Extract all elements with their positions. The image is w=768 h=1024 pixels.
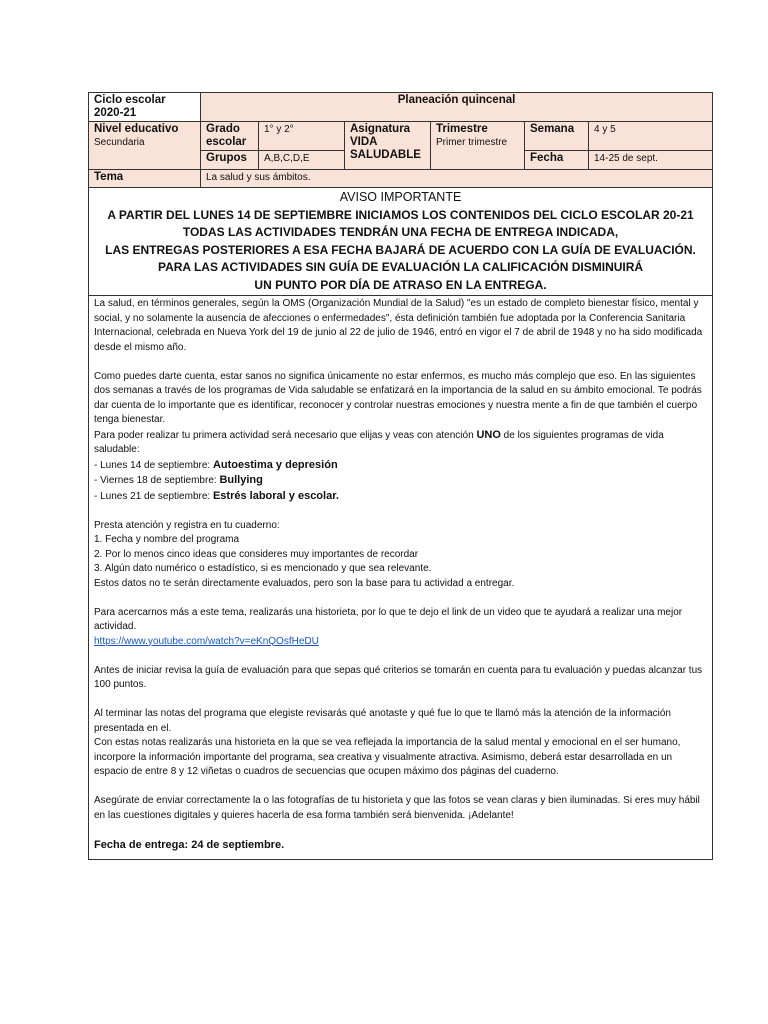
semana-label: Semana <box>525 122 589 151</box>
guide-paragraph: Antes de iniciar revisa la guía de evaluación para que sepas qué criterios se tomarán en cuenta para tu evaluación y puedas alcanzar tus 100 puntos. <box>94 664 703 690</box>
program-date: - Lunes 21 de septiembre: <box>94 490 213 502</box>
program-title: Bullying <box>219 474 263 486</box>
activity-content <box>89 296 713 860</box>
ciclo-cell <box>89 93 201 122</box>
choose-uno: UNO <box>476 428 501 441</box>
video-text: Para acercarnos más a este tema, realizarás una historieta, por lo que te dejo el link de un video que te ayudará a realizar una mejor actividad. <box>94 606 683 632</box>
trimestre-value: Primer trimestre <box>436 137 508 148</box>
historieta-paragraph: Con estas notas realizarás una historieta en la que se vea reflejada la importancia de la salud mental y emocional en el ser humano, incorpore la información importante del programa, sea creativa y visualmente atractiva. Asimismo, deberá estar desarrollada en un espacio de entre 8 y 12 viñetas o cuadros de secuencias que ocupen máximo dos páginas del cuaderno. <box>94 737 681 777</box>
program-title: Estrés laboral y escolar. <box>212 489 339 502</box>
due-date: Fecha de entrega: 24 de septiembre. <box>94 838 285 851</box>
notice-line: A PARTIR DEL LUNES 14 DE SEPTIEMBRE INICIAMOS LOS CONTENIDOS DEL CICLO ESCOLAR 20-21 <box>107 207 694 222</box>
tema-label: Tema <box>89 170 201 188</box>
important-notice <box>89 188 713 296</box>
program-item <box>94 489 707 505</box>
planeacion-title: Planeación quincenal <box>397 94 516 106</box>
program-date: - Lunes 14 de septiembre: <box>94 459 213 471</box>
trimestre-cell <box>431 122 525 170</box>
step-item: 2. Por lo menos cinco ideas que consideres muy importantes de recordar <box>94 548 419 560</box>
choose-pre: Para poder realizar tu primera actividad será necesario que elijas y veas con atención <box>94 429 477 441</box>
program-item <box>94 458 707 474</box>
grupos-value: A,B,C,D,E <box>259 151 345 170</box>
video-link[interactable]: https://www.youtube.com/watch?v=eKnQOsfHeDU <box>94 635 319 647</box>
grupos-label: Grupos <box>201 151 259 170</box>
grado-label: Grado escolar <box>201 122 259 151</box>
program-date: - Viernes 18 de septiembre: <box>94 475 220 486</box>
nivel-label: Nivel educativo <box>94 123 179 135</box>
grado-value: 1° y 2° <box>259 122 345 151</box>
step-item: 1. Fecha y nombre del programa <box>94 534 240 545</box>
notice-line: UN PUNTO POR DÍA DE ATRASO EN LA ENTREGA. <box>254 277 547 292</box>
tema-value: La salud y sus ámbitos. <box>201 170 713 188</box>
planeacion-cell <box>201 93 713 122</box>
fecha-label: Fecha <box>525 151 589 170</box>
program-item <box>94 473 707 489</box>
ciclo-label: Ciclo escolar <box>94 94 166 106</box>
step-item: 3. Algún dato numérico o estadístico, si es mencionado y que sea relevante. <box>94 563 432 574</box>
steps-note: Estos datos no te serán directamente evaluados, pero son la base para tu actividad a entregar. <box>94 577 515 589</box>
notice-line: TODAS LAS ACTIVIDADES TENDRÁN UNA FECHA DE ENTREGA INDICADA, <box>182 225 619 239</box>
fecha-value: 14-25 de sept. <box>589 151 713 170</box>
notice-line: PARA LAS ACTIVIDADES SIN GUÍA DE EVALUACIÓN LA CALIFICACIÓN DISMINUIRÁ <box>157 260 644 274</box>
choose-post: de los siguientes programas de vida saludable: <box>94 429 664 455</box>
notice-line: LAS ENTREGAS POSTERIORES A ESA FECHA BAJARÁ DE ACUERDO CON LA GUÍA DE EVALUACIÓN. <box>105 242 696 257</box>
send-paragraph: Asegúrate de enviar correctamente la o las fotografías de tu historieta y que las fotos se vean claras y bien iluminadas. Si eres muy hábil en las cuestiones digitales y quieres hacerla de esa forma también será bienvenida. ¡Adelante! <box>94 795 700 821</box>
trimestre-label: Trimestre <box>436 123 488 135</box>
notes-paragraph: Al terminar las notas del programa que elegiste revisarás qué anotaste y qué fue lo que te llamó más la atención de la información presentada en el. <box>94 708 671 734</box>
planning-document <box>88 92 713 860</box>
context-paragraph: Como puedes darte cuenta, estar sanos no significa únicamente no estar enfermos, es mucho más complejo que eso. En las siguientes dos semanas a través de los programas de Vida saludable se enfatizará en la importancia de la salud en su ámbito emocional. Te podrás dar cuenta de lo importante que es identificar, reconocer y controlar nuestras emociones y nuestra mente a fin de que también el cuerpo tenga bienestar. <box>94 370 702 425</box>
steps-intro: Presta atención y registra en tu cuaderno: <box>94 519 280 531</box>
ciclo-value: 2020-21 <box>94 107 137 119</box>
nivel-value: Secundaria <box>94 137 145 148</box>
nivel-cell <box>89 122 201 170</box>
choose-program-paragraph <box>94 428 707 458</box>
intro-paragraph: La salud, en términos generales, según la OMS (Organización Mundial de la Salud) "es un estado de completo bienestar físico, mental y social, y no solamente la ausencia de afecciones o enfermedades", ésta definición también fue adoptada por la Conferencia Sanitaria Internacional, celebrada en Nueva York del 19 de junio al 22 de julio de 1946, entró en vigor el 7 de abril de 1948 y no ha sido modificada desde el mismo año. <box>94 298 703 353</box>
semana-value: 4 y 5 <box>589 122 713 151</box>
program-title: Autoestima y depresión <box>212 458 338 471</box>
notice-title: AVISO IMPORTANTE <box>339 190 462 204</box>
asignatura-label: Asignatura VIDA SALUDABLE <box>345 122 431 170</box>
